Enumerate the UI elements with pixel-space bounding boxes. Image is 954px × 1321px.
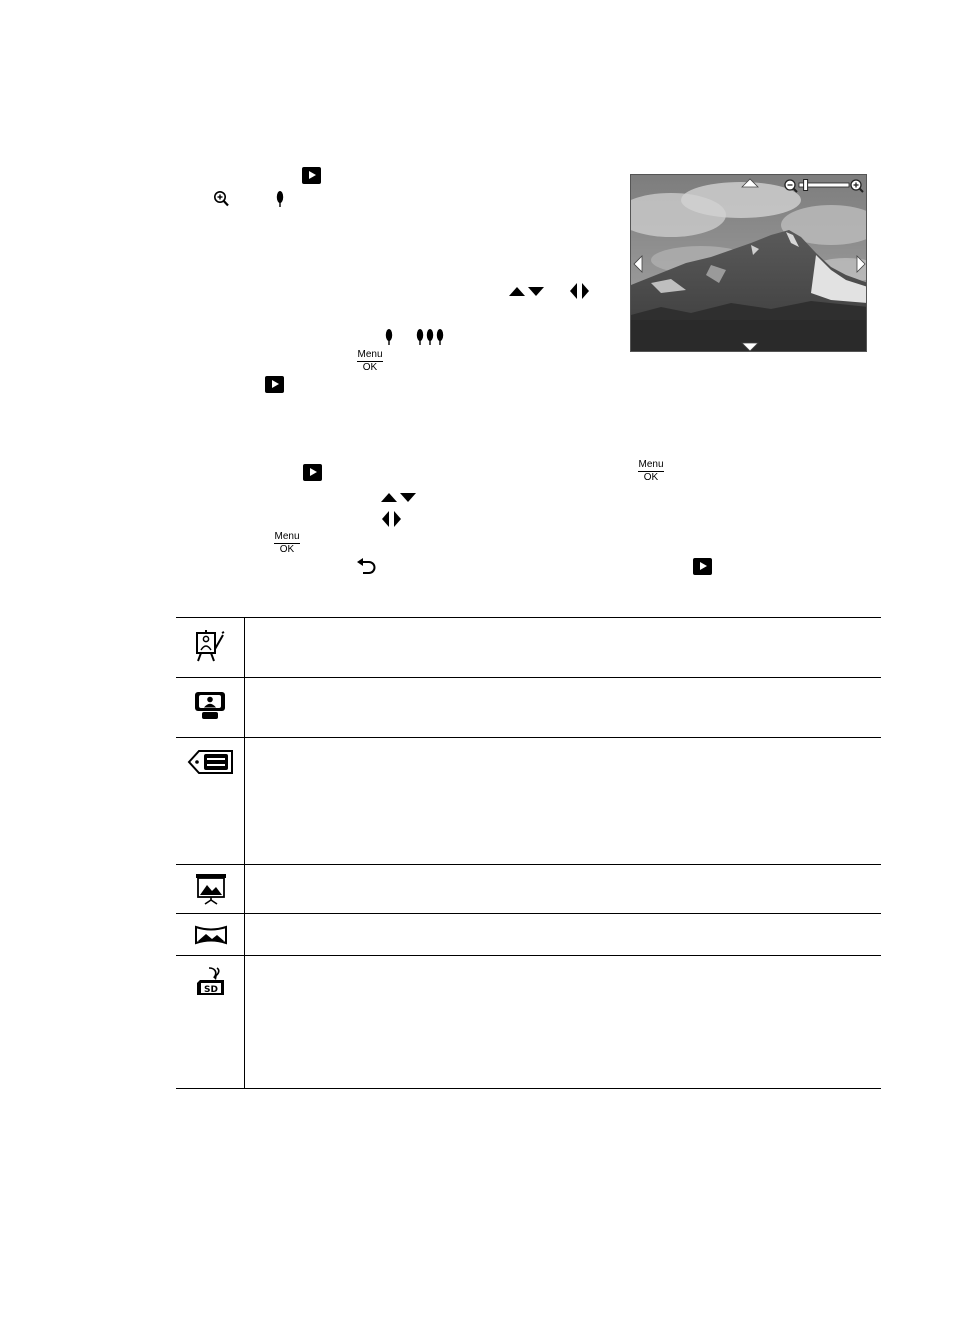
play-button-icon: [303, 464, 322, 481]
left-right-arrows-icon: [568, 282, 592, 300]
mountain-landscape-image: [631, 175, 867, 352]
table-rule: [176, 1088, 881, 1089]
zoom-level-bar: [783, 178, 865, 194]
back-arrow-icon: [356, 557, 378, 577]
up-down-arrows-icon: [380, 490, 418, 504]
single-tree-icon: [384, 328, 394, 346]
svg-text:SD: SD: [204, 985, 218, 995]
single-tree-icon: [275, 190, 285, 208]
playback-menu-table: [176, 617, 881, 1089]
table-rule: [176, 913, 881, 914]
play-button-icon: [265, 376, 284, 393]
scroll-up-arrow-icon: [741, 178, 759, 188]
panorama-icon: [194, 925, 228, 945]
menu-ok-button-icon: Menu OK: [638, 459, 664, 483]
table-rule: [176, 677, 881, 678]
table-rule: [176, 617, 881, 618]
table-column-divider: [244, 617, 245, 1089]
tag-icon: [187, 749, 235, 775]
sd-card-icon: [195, 967, 227, 997]
table-rule: [176, 737, 881, 738]
camera-preview-image: [630, 174, 867, 352]
up-down-arrows-icon: [508, 284, 546, 298]
play-button-icon: [693, 558, 712, 575]
tree-group-icon: [415, 328, 445, 346]
menu-ok-button-icon: Menu OK: [274, 531, 300, 555]
artistic-effects-icon: [193, 629, 225, 663]
zoom-in-icon: [212, 190, 232, 208]
menu-ok-button-icon: Menu OK: [357, 349, 383, 373]
photo-frame-icon: [193, 690, 227, 722]
table-rule: [176, 864, 881, 865]
play-button-icon: [302, 167, 321, 184]
scroll-right-arrow-icon: [856, 255, 866, 273]
left-right-arrows-icon: [380, 510, 404, 528]
scroll-left-arrow-icon: [633, 255, 643, 273]
slideshow-icon: [195, 873, 227, 905]
table-rule: [176, 955, 881, 956]
scroll-down-arrow-icon: [741, 342, 759, 352]
